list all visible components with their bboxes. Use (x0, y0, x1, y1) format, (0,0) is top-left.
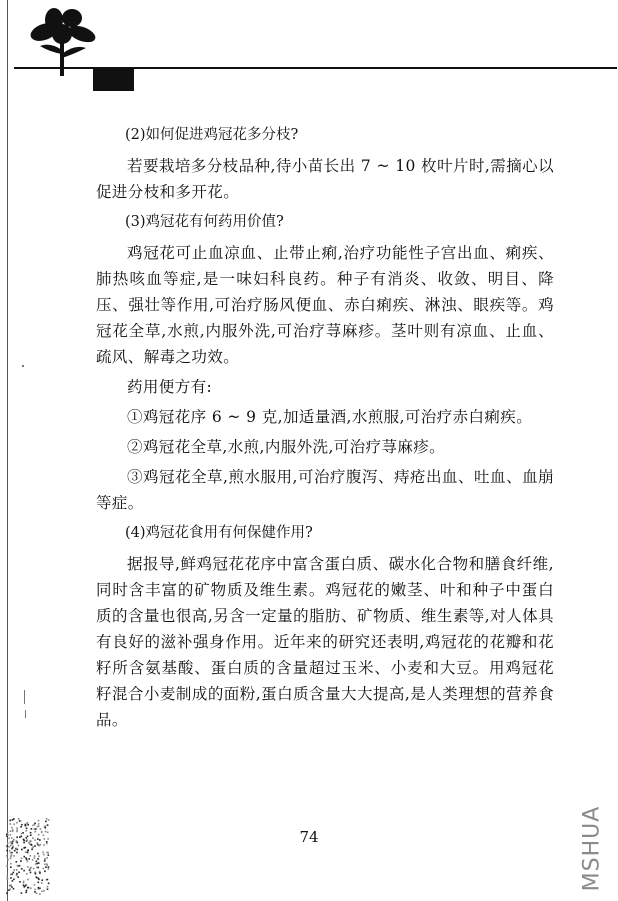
question-heading: (2)如何促进鸡冠花多分枝? (125, 127, 299, 143)
page-body (96, 120, 554, 737)
speck (25, 710, 26, 718)
header-block (93, 69, 134, 91)
scan-noise-texture (6, 818, 50, 896)
list-item: ①鸡冠花序 6 ~ 9 克,加适量酒,水煎服,可治疗赤白痢疾。 (127, 408, 533, 426)
body-paragraph: 药用便方有: (127, 378, 213, 396)
speck (24, 690, 25, 704)
question-heading: (4)鸡冠花食用有何保健作用? (125, 525, 313, 541)
question-heading: (3)鸡冠花有何药用价值? (125, 214, 284, 230)
list-item: ②鸡冠花全草,水煎,内服外洗,可治疗荨麻疹。 (127, 438, 446, 456)
body-paragraph: 鸡冠花可止血凉血、止带止痢,治疗功能性子宫出血、痢疾、肺热咳血等症,是一味妇科良药。种子有消炎、收敛、明目、降压、强壮等作用,可治疗肠风便血、赤白痢疾、淋浊、眼疾等。鸡冠花全草,水煎,内服外洗,可治疗荨麻疹。茎叶则有凉血、止血、疏风、解毒之功效。 (96, 244, 554, 366)
watermark (575, 796, 609, 900)
watermark-text: MSHUA (579, 805, 605, 891)
speck (22, 365, 24, 367)
body-paragraph: 若要栽培多分枝品种,待小苗长出 7 ~ 10 枚叶片时,需摘心以促进分枝和多开花。 (96, 157, 554, 201)
list-item: ③鸡冠花全草,煎水服用,可治疗腹泻、痔疮出血、吐血、血崩等症。 (96, 468, 554, 512)
page-edge-rule (7, 0, 8, 901)
body-paragraph: 据报导,鲜鸡冠花花序中富含蛋白质、碳水化合物和膳食纤维,同时含丰富的矿物质及维生素。鸡冠花的嫩茎、叶和种子中蛋白质的含量也很高,另含一定量的脂肪、矿物质、维生素等,对人体具有良好的滋补强身作用。近年来的研究还表明,鸡冠花的花瓣和花籽所含氨基酸、蛋白质的含量超过玉米、小麦和大豆。用鸡冠花籽混合小麦制成的面粉,蛋白质含量大大提高,是人类理想的营养食品。 (96, 555, 554, 729)
page-number: 74 (299, 828, 319, 846)
